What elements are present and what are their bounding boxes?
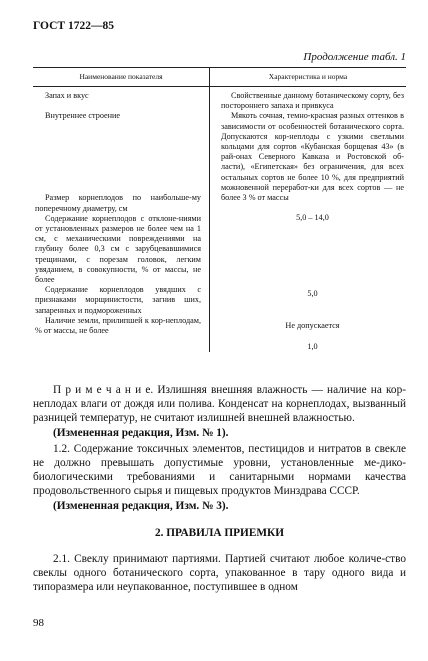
norm-soil-content: 1,0 [307, 341, 318, 351]
norm-smell-taste: Свойственные данному ботаническому сорту, без постороннего запаха и привкуса [221, 91, 404, 111]
indicator-wilted-content: Содержание корнеплодов увядших с признаками морщинистости, загнив ших, запаренных и подмороженных [35, 285, 201, 315]
norm-deviation-content: 5,0 [307, 289, 318, 299]
section-heading: 2. ПРАВИЛА ПРИЕМКИ [154, 526, 285, 539]
amendment-note-1: (Измененная редакция, Изм. № 1). [53, 426, 229, 439]
table-body [33, 87, 406, 352]
column-header-indicator: Наименование показателя [33, 68, 210, 86]
indicator-smell-taste: Запах и вкус [45, 91, 89, 100]
standard-code: ГОСТ 1722—85 [33, 20, 114, 32]
column-header-norm: Характеристика и норма [268, 71, 348, 81]
note-body: Излишняя внешняя влажность — наличие на кор-неплодах влаги от дождя или полива. Конденсат на корнеплодах, вызванный разницей температур, не считают излишней внешней влажностью. [33, 384, 406, 425]
amendment-note-3: (Измененная редакция, Изм. № 3). [53, 499, 229, 512]
note-label: П р и м е ч а н и е. [53, 384, 154, 396]
norm-column [209, 87, 406, 352]
clause-2-1: 2.1. Свеклу принимают партиями. Партией считают любое количе-ство свеклы одного ботанического сорта, упакованное в тару одного вида и типоразмера или неупакованное, поступившее в одном [33, 553, 406, 594]
requirements-table [33, 67, 406, 352]
norm-internal-structure: Мякоть сочная, темно-красная разных оттенков в зависимости от особенностей ботанического сорта. Допускаются кор-неплоды с узкими светлыми кольцами для сортов «Кубанская борщевая 43» (в рай-онах Северного Кавказа и Ростовской об-ласти), «Египетская» без ограничения, для всех остальных сортов не более 10 %, для предприятий можновенной переработ-ки для всех сортов — не более 3 % от массы [221, 111, 404, 203]
clause-1-2: 1.2. Содержание токсичных элементов, пестицидов и нитратов в свекле не должно превышать допустимые уровни, установленные ме-дико-биологическими требованиями и санитарными нормами качества продовольственного сырья и пищевых продуктов Минздрава СССР. [33, 442, 406, 498]
indicator-root-size: Размер корнеплодов по наибольше-му поперечному диаметру, см [35, 193, 201, 213]
norm-wilted-content: Не допускается [285, 320, 340, 330]
indicator-deviation-content: Содержание корнеплодов с отклоне-ниями от установленных размеров не более чем на 1 см, с механическими повреждениями на глубину более 0,3 см с зарубцевавшимися трещинами, с порезам головок, легким увяданием, в совокупности, % от массы, не более [35, 213, 201, 285]
norm-root-size: 5,0 – 14,0 [296, 213, 329, 223]
table-header-row [33, 67, 406, 87]
indicator-column [33, 87, 209, 352]
indicator-soil-content: Наличие земли, прилипшей к кор-неплодам, % от массы, не более [35, 315, 201, 336]
indicator-internal-structure: Внутреннее строение [45, 111, 121, 121]
body-text [33, 383, 406, 595]
table-continuation-label: Продолжение табл. 1 [303, 51, 406, 63]
page-number: 98 [33, 617, 44, 629]
note-paragraph [33, 383, 406, 426]
